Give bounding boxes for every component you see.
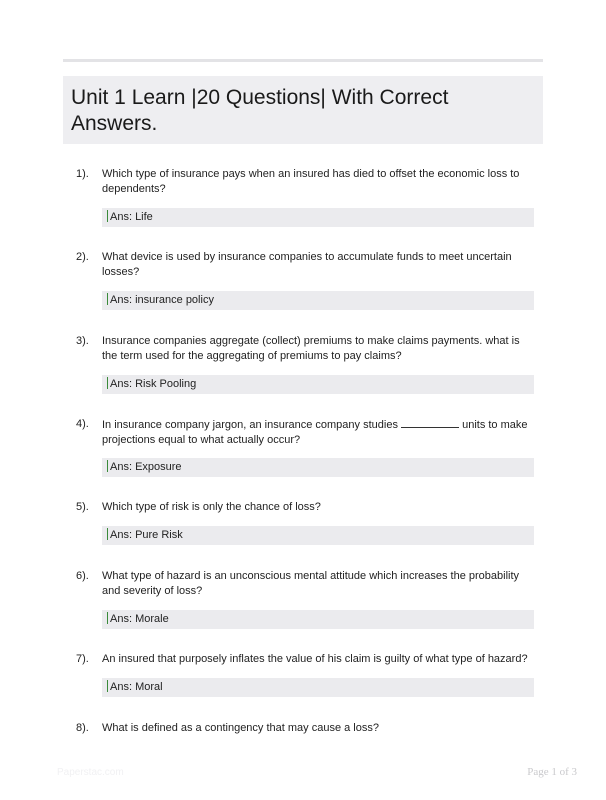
answer-marker xyxy=(107,293,108,305)
question-number: 5). xyxy=(76,501,89,513)
answer-marker xyxy=(107,377,108,389)
question-text: What is defined as a contingency that may cause a loss? xyxy=(102,722,379,734)
answer-text: Ans: Exposure xyxy=(110,461,182,473)
answer-box xyxy=(102,208,534,227)
answer-box xyxy=(102,526,534,545)
top-divider xyxy=(63,59,543,62)
answer-marker xyxy=(107,612,108,624)
question-text-start: In insurance company jargon, an insurance company studies xyxy=(102,419,398,431)
question-text: Which type of insurance pays when an insured has died to offset the economic loss to dependents? xyxy=(102,168,520,195)
answer-box xyxy=(102,678,534,697)
answer-text: Ans: Risk Pooling xyxy=(110,378,197,390)
answer-text: Ans: insurance policy xyxy=(110,294,214,306)
answer-text: Ans: Morale xyxy=(110,613,169,625)
answer-box xyxy=(102,291,534,310)
answer-text: Ans: Pure Risk xyxy=(110,529,183,541)
question-text: Insurance companies aggregate (collect) premiums to make claims payments. what is the term used for the aggregating of premiums to pay claims? xyxy=(102,335,520,362)
answer-text: Ans: Moral xyxy=(110,681,163,693)
answer-box xyxy=(102,375,534,394)
answer-text: Ans: Life xyxy=(110,211,153,223)
page-title: Unit 1 Learn |20 Questions| With Correct Answers. xyxy=(71,86,449,135)
question-text xyxy=(102,417,534,448)
question-number: 4). xyxy=(76,418,89,430)
question-number: 8). xyxy=(76,722,89,734)
page-number: Page 1 of 3 xyxy=(527,766,577,778)
question-number: 6). xyxy=(76,570,89,582)
title-banner xyxy=(63,76,543,144)
question-number: 2). xyxy=(76,251,89,263)
question-text-end: units to make projections equal to what actually occur? xyxy=(102,419,528,446)
question-text: What device is used by insurance companies to accumulate funds to meet uncertain losses? xyxy=(102,251,512,278)
fill-in-blank xyxy=(401,417,459,428)
footer-watermark: Paperstac.com xyxy=(57,767,124,778)
answer-marker xyxy=(107,528,108,540)
answer-box xyxy=(102,610,534,629)
question-number: 3). xyxy=(76,335,89,347)
question-text: What type of hazard is an unconscious mental attitude which increases the probability and severity of loss? xyxy=(102,570,520,597)
question-number: 1). xyxy=(76,168,89,180)
answer-marker xyxy=(107,210,108,222)
question-text: An insured that purposely inflates the value of his claim is guilty of what type of hazard? xyxy=(102,653,528,665)
question-text: Which type of risk is only the chance of loss? xyxy=(102,501,321,513)
answer-marker xyxy=(107,680,108,692)
answer-marker xyxy=(107,460,108,472)
question-number: 7). xyxy=(76,653,89,665)
answer-box xyxy=(102,458,534,477)
